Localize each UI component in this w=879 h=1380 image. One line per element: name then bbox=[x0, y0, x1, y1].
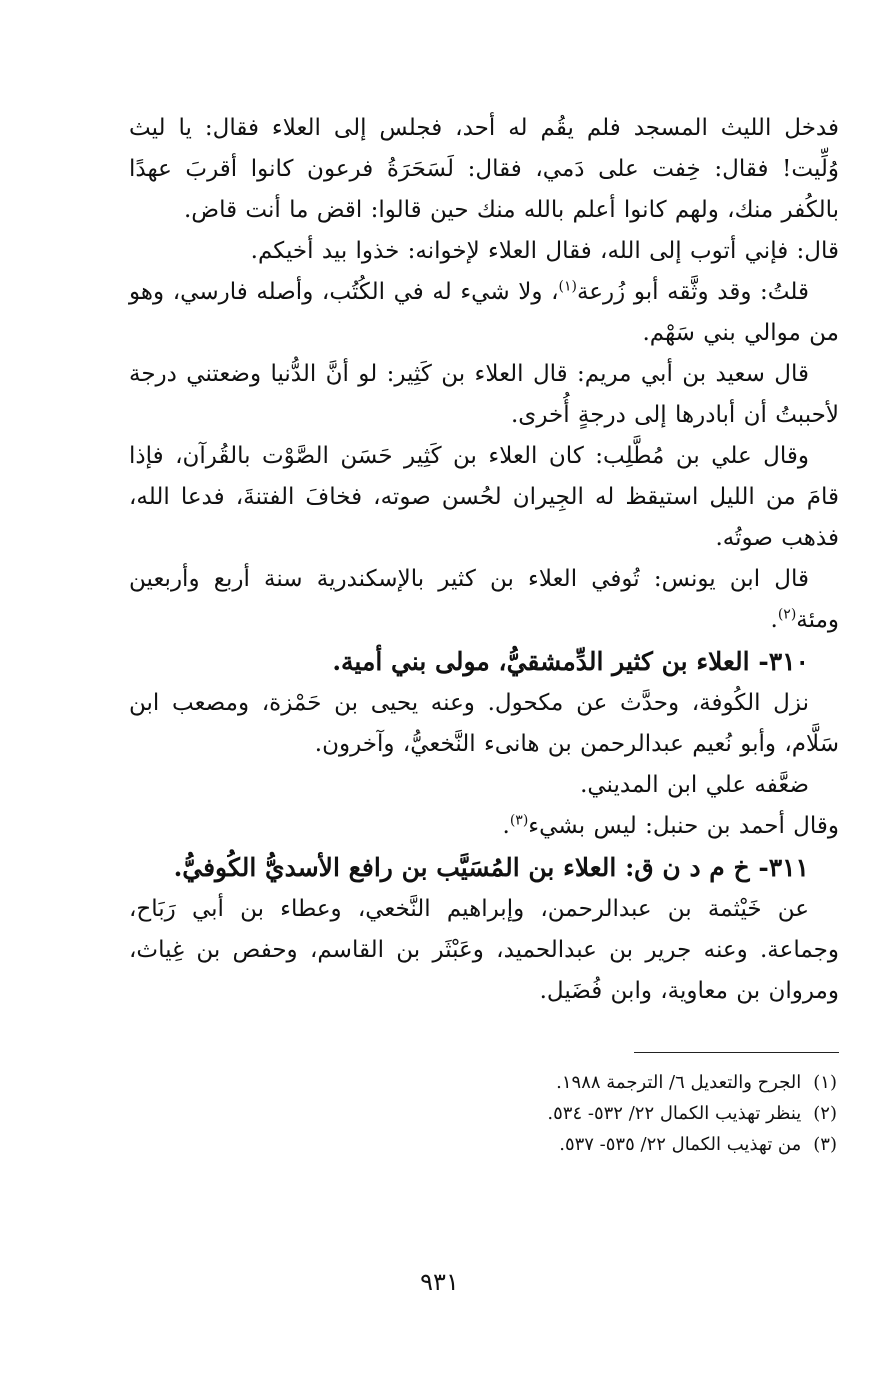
death-end: . bbox=[770, 607, 778, 633]
footnote-3-text: من تهذيب الكمال ٢٢/ ٥٣٥- ٥٣٧. bbox=[559, 1134, 802, 1155]
entry-311-heading: ٣١١- خ م د ن ق: العلاء بن المُسَيَّب بن رافع الأسديُّ الكُوفيُّ. bbox=[173, 853, 809, 882]
main-text bbox=[129, 108, 839, 1012]
entry-310-paragraph-2: ضعَّفه علي ابن المديني. bbox=[580, 772, 809, 798]
entry-310-paragraph-3 bbox=[129, 806, 839, 847]
qultu-text: قلتُ: وقد وثَّقه أبو زُرعة bbox=[576, 279, 809, 305]
entry-310-heading: ٣١٠- العلاء بن كثير الدِّمشقيُّ، مولى بني أمية. bbox=[332, 647, 809, 676]
footnote-1-text: الجرح والتعديل ٦/ الترجمة ١٩٨٨. bbox=[556, 1072, 802, 1093]
footnote-1-number: (١) bbox=[813, 1072, 837, 1093]
paragraph-death bbox=[129, 559, 839, 641]
paragraph-said: قال سعيد بن أبي مريم: قال العلاء بن كَثِير: لو أنَّ الدُّنيا وضعتني درجة لأحببتُ أن أبادرها إلى درجةٍ أُخرى. bbox=[129, 361, 839, 428]
footnotes bbox=[40, 1067, 839, 1160]
footnote-ref-1[interactable]: (١) bbox=[558, 278, 577, 295]
footnote-1 bbox=[40, 1067, 837, 1098]
footnote-2-text: ينظر تهذيب الكمال ٢٢/ ٥٣٢- ٥٣٤. bbox=[547, 1103, 802, 1124]
paragraph-qultu bbox=[129, 272, 839, 354]
footnote-ref-3[interactable]: (٣) bbox=[509, 812, 529, 829]
entry-310-paragraph-1: نزل الكُوفة، وحدَّث عن مكحول. وعنه يحيى بن حَمْزة، ومصعب ابن سَلَّام، وأبو نُعيم عبدالرحمن بن هانىء النَّخعيُّ، وآخرون. bbox=[129, 690, 839, 757]
footnote-3-number: (٣) bbox=[813, 1134, 837, 1155]
paragraph-laith: فدخل الليث المسجد فلم يقُم له أحد، فجلس إلى العلاء فقال: يا ليث وُلِّيت! فقال: خِفت على دَمي، فقال: لَسَحَرَةُ فرعون كانوا أقربَ عهدًا بالكُفر منك، ولهم كانوا أعلم بالله منك حين قالوا: اقض ما أنت قاض. bbox=[129, 115, 839, 223]
footnote-2 bbox=[40, 1098, 837, 1129]
footnote-ref-2[interactable]: (٢) bbox=[777, 606, 797, 623]
page-number: ٩٣١ bbox=[420, 1268, 459, 1296]
entry-310-end: . bbox=[502, 813, 510, 839]
entry-310-ahmad: وقال أحمد بن حنبل: ليس بشيء bbox=[528, 813, 839, 839]
footnote-3 bbox=[40, 1129, 837, 1160]
paragraph-repentance: قال: فإني أتوب إلى الله، فقال العلاء لإخوانه: خذوا بيد أخيكم. bbox=[250, 238, 839, 264]
death-text: قال ابن يونس: تُوفي العلاء بن كثير بالإسكندرية سنة أربع وأربعين ومئة bbox=[129, 566, 839, 633]
paragraph-ali: وقال علي بن مُطَّلِب: كان العلاء بن كَثِير حَسَن الصَّوْت بالقُرآن، فإذا قامَ من الليل استيقظ له الجِيران لحُسن صوته، فخافَ الفتنةَ، فدعا الله، فذهب صوتُه. bbox=[129, 443, 839, 551]
footnote-2-number: (٢) bbox=[813, 1103, 837, 1124]
qultu-rest: ، ولا شيء له في الكُتُب، وأصله فارسي، وهو من موالي بني سَهْم. bbox=[129, 279, 839, 346]
footnote-divider bbox=[634, 1052, 839, 1053]
entry-311-paragraph-1: عن خَيْثمة بن عبدالرحمن، وإبراهيم النَّخعي، وعطاء بن أبي رَبَاح، وجماعة. وعنه جرير بن عبدالحميد، وعَبْثَر بن القاسم، وحفص بن غِياث، ومروان بن معاوية، وابن فُضَيل. bbox=[129, 896, 839, 1004]
